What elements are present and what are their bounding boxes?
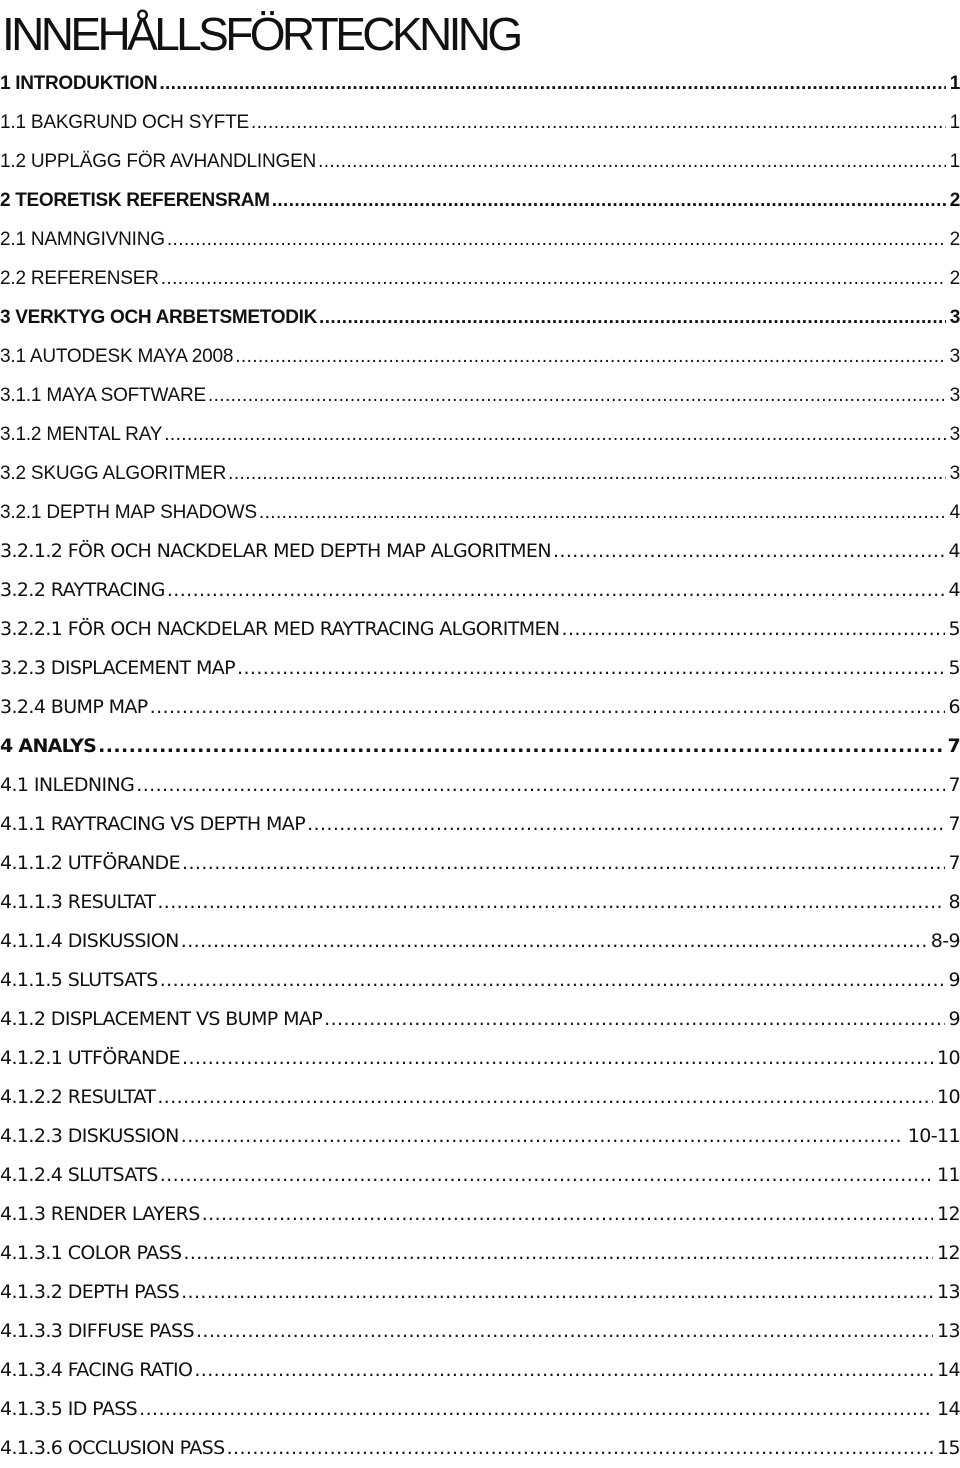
toc-entry-page-number: 2	[950, 259, 960, 298]
toc-entry-label: 3.2.4 BUMP MAP	[0, 688, 148, 727]
toc-entry[interactable]	[0, 610, 960, 649]
toc-entry-page-number: 3	[950, 298, 960, 337]
toc-entry-page-number: 7	[947, 727, 960, 766]
toc-entry-page-number: 10	[937, 1039, 960, 1078]
toc-entry-page-number: 10	[937, 1078, 960, 1117]
toc-entry-page-number: 1	[950, 142, 960, 181]
toc-entry-label: 4.1.1.4 DISKUSSION	[0, 922, 179, 961]
toc-entry-page-number: 3	[950, 337, 960, 376]
toc-entry[interactable]	[0, 844, 960, 883]
dot-leader	[235, 337, 945, 376]
toc-entry-page-number: 9	[949, 1000, 960, 1039]
toc-entry[interactable]	[0, 1351, 960, 1390]
toc-entry[interactable]	[0, 1078, 960, 1117]
dot-leader	[553, 532, 945, 571]
toc-entry-label: 3.1 AUTODESK MAYA 2008	[0, 337, 233, 376]
toc-entry[interactable]	[0, 64, 960, 103]
toc-entry-label: 4.1.1.3 RESULTAT	[0, 883, 155, 922]
toc-entry-page-number: 10-11	[908, 1117, 960, 1156]
toc-entry-label: 4.1.3.2 DEPTH PASS	[0, 1273, 179, 1312]
toc-entry-label: 3.2.2 RAYTRACING	[0, 571, 165, 610]
dot-leader	[167, 571, 945, 610]
toc-entry-page-number: 4	[950, 493, 960, 532]
toc-entry-page-number: 5	[949, 649, 960, 688]
dot-leader	[182, 1039, 933, 1078]
toc-entry[interactable]	[0, 961, 960, 1000]
dot-leader	[227, 1429, 933, 1468]
dot-leader	[196, 1312, 933, 1351]
toc-entry-page-number: 3	[950, 415, 960, 454]
toc-entry-label: 3.1.2 MENTAL RAY	[0, 415, 162, 454]
toc-entry-page-number: 4	[949, 532, 960, 571]
toc-entry[interactable]	[0, 181, 960, 220]
toc-entry-page-number: 8	[949, 883, 960, 922]
toc-entry[interactable]	[0, 883, 960, 922]
dot-leader	[150, 688, 945, 727]
toc-entry-label: 4.1.2 DISPLACEMENT VS BUMP MAP	[0, 1000, 322, 1039]
dot-leader	[324, 1000, 944, 1039]
toc-entry-label: 4.1.2.2 RESULTAT	[0, 1078, 155, 1117]
toc-entry-label: 4.1.3.1 COLOR PASS	[0, 1234, 181, 1273]
toc-entry-page-number: 12	[937, 1195, 960, 1234]
toc-entry-label: 3.2 SKUGG ALGORITMER	[0, 454, 226, 493]
toc-entry-page-number: 3	[950, 454, 960, 493]
toc-entry-page-number: 2	[950, 181, 960, 220]
toc-entry-label: 4.1.3.3 DIFFUSE PASS	[0, 1312, 194, 1351]
toc-entry-label: 4.1.3 RENDER LAYERS	[0, 1195, 200, 1234]
toc-entry[interactable]	[0, 103, 960, 142]
toc-entry-page-number: 7	[949, 844, 960, 883]
toc-entry[interactable]	[0, 1390, 960, 1429]
dot-leader	[208, 376, 946, 415]
dot-leader	[181, 922, 927, 961]
toc-entry[interactable]	[0, 220, 960, 259]
toc-entry[interactable]	[0, 1156, 960, 1195]
toc-entry-page-number: 14	[937, 1390, 960, 1429]
toc-entry-label: 4.1.2.4 SLUTSATS	[0, 1156, 158, 1195]
toc-entry-label: 1.1 BAKGRUND OCH SYFTE	[0, 103, 249, 142]
toc-entry-label: 4.1.3.6 OCCLUSION PASS	[0, 1429, 225, 1468]
toc-entry[interactable]	[0, 142, 960, 181]
dot-leader	[159, 64, 945, 103]
toc-entry[interactable]	[0, 376, 960, 415]
dot-leader	[272, 181, 946, 220]
dot-leader	[251, 103, 946, 142]
dot-leader	[139, 1390, 933, 1429]
dot-leader	[183, 1234, 933, 1273]
toc-entry-page-number: 9	[949, 961, 960, 1000]
toc-entry[interactable]	[0, 571, 960, 610]
toc-entry-page-number: 4	[949, 571, 960, 610]
dot-leader	[319, 298, 946, 337]
toc-entry[interactable]	[0, 415, 960, 454]
toc-entry[interactable]	[0, 1039, 960, 1078]
toc-entry[interactable]	[0, 727, 960, 766]
dot-leader	[318, 142, 946, 181]
dot-leader	[181, 1117, 904, 1156]
toc-entry-label: 3.2.3 DISPLACEMENT MAP	[0, 649, 235, 688]
dot-leader	[181, 1273, 933, 1312]
toc-entry-page-number: 1	[950, 103, 960, 142]
toc-entry-page-number: 8-9	[931, 922, 960, 961]
toc-entry[interactable]	[0, 1000, 960, 1039]
toc-entry-page-number: 7	[949, 766, 960, 805]
toc-entry[interactable]	[0, 1273, 960, 1312]
dot-leader	[228, 454, 945, 493]
toc-entry-page-number: 15	[937, 1429, 960, 1468]
dot-leader	[202, 1195, 933, 1234]
toc-entry-page-number: 2	[950, 220, 960, 259]
toc-entry[interactable]	[0, 1234, 960, 1273]
dot-leader	[161, 259, 946, 298]
dot-leader	[237, 649, 945, 688]
dot-leader	[157, 883, 944, 922]
dot-leader	[136, 766, 944, 805]
dot-leader	[182, 844, 945, 883]
toc-entry[interactable]	[0, 805, 960, 844]
toc-entry[interactable]	[0, 1429, 960, 1468]
dot-leader	[259, 493, 946, 532]
dot-leader	[160, 961, 945, 1000]
toc-entry-label: 3.2.1.2 FÖR OCH NACKDELAR MED DEPTH MAP ALGORITMEN	[0, 532, 551, 571]
toc-entry-label: 4.1.2.3 DISKUSSION	[0, 1117, 179, 1156]
toc-entry-label: 4.1.2.1 UTFÖRANDE	[0, 1039, 180, 1078]
page-title: INNEHÅLLSFÖRTECKNING	[2, 6, 520, 62]
toc-entry[interactable]	[0, 298, 960, 337]
toc-entry-label: 4.1.1.5 SLUTSATS	[0, 961, 158, 1000]
dot-leader	[194, 1351, 933, 1390]
toc-entry[interactable]	[0, 1195, 960, 1234]
toc-entry-label: 2.1 NAMNGIVNING	[0, 220, 165, 259]
toc-entry-label: 3.2.2.1 FÖR OCH NACKDELAR MED RAYTRACING ALGORITMEN	[0, 610, 560, 649]
toc-entry-page-number: 12	[937, 1234, 960, 1273]
toc-entry[interactable]	[0, 259, 960, 298]
toc-entry[interactable]	[0, 766, 960, 805]
toc-entry-page-number: 13	[937, 1312, 960, 1351]
toc-entry-label: 4.1.3.5 ID PASS	[0, 1390, 137, 1429]
toc-entry-page-number: 1	[950, 64, 960, 103]
toc-entry-page-number: 5	[949, 610, 960, 649]
toc-entry[interactable]	[0, 1312, 960, 1351]
dot-leader	[160, 1156, 933, 1195]
toc-entry[interactable]	[0, 454, 960, 493]
toc-entry-label: 3.2.1 DEPTH MAP SHADOWS	[0, 493, 257, 532]
toc-entry[interactable]	[0, 1117, 960, 1156]
toc-entry-label: 2.2 REFERENSER	[0, 259, 159, 298]
toc-entry[interactable]	[0, 688, 960, 727]
dot-leader	[157, 1078, 933, 1117]
dot-leader	[167, 220, 946, 259]
toc-entry-label: 1 INTRODUKTION	[0, 64, 157, 103]
toc-entry-label: 3.1.1 MAYA SOFTWARE	[0, 376, 206, 415]
toc-entry-label: 4.1 INLEDNING	[0, 766, 134, 805]
toc-entry[interactable]	[0, 649, 960, 688]
toc-entry-label: 1.2 UPPLÄGG FÖR AVHANDLINGEN	[0, 142, 316, 181]
toc-entry[interactable]	[0, 337, 960, 376]
toc-entry-page-number: 14	[937, 1351, 960, 1390]
toc-entry-label: 4.1.1 RAYTRACING VS DEPTH MAP	[0, 805, 305, 844]
dot-leader	[98, 727, 943, 766]
toc-entry-label: 4.1.3.4 FACING RATIO	[0, 1351, 192, 1390]
toc-entry-page-number: 11	[937, 1156, 960, 1195]
dot-leader	[164, 415, 945, 454]
toc-entry-page-number: 6	[949, 688, 960, 727]
toc-entry[interactable]	[0, 532, 960, 571]
table-of-contents	[0, 64, 960, 1468]
toc-entry-page-number: 13	[937, 1273, 960, 1312]
toc-entry-label: 4.1.1.2 UTFÖRANDE	[0, 844, 180, 883]
toc-entry[interactable]	[0, 922, 960, 961]
toc-entry-page-number: 3	[950, 376, 960, 415]
dot-leader	[307, 805, 944, 844]
toc-entry-label: 4 ANALYS	[0, 727, 96, 766]
toc-entry-label: 3 VERKTYG OCH ARBETSMETODIK	[0, 298, 317, 337]
toc-entry-page-number: 7	[949, 805, 960, 844]
toc-entry-label: 2 TEORETISK REFERENSRAM	[0, 181, 270, 220]
dot-leader	[562, 610, 945, 649]
toc-entry[interactable]	[0, 493, 960, 532]
